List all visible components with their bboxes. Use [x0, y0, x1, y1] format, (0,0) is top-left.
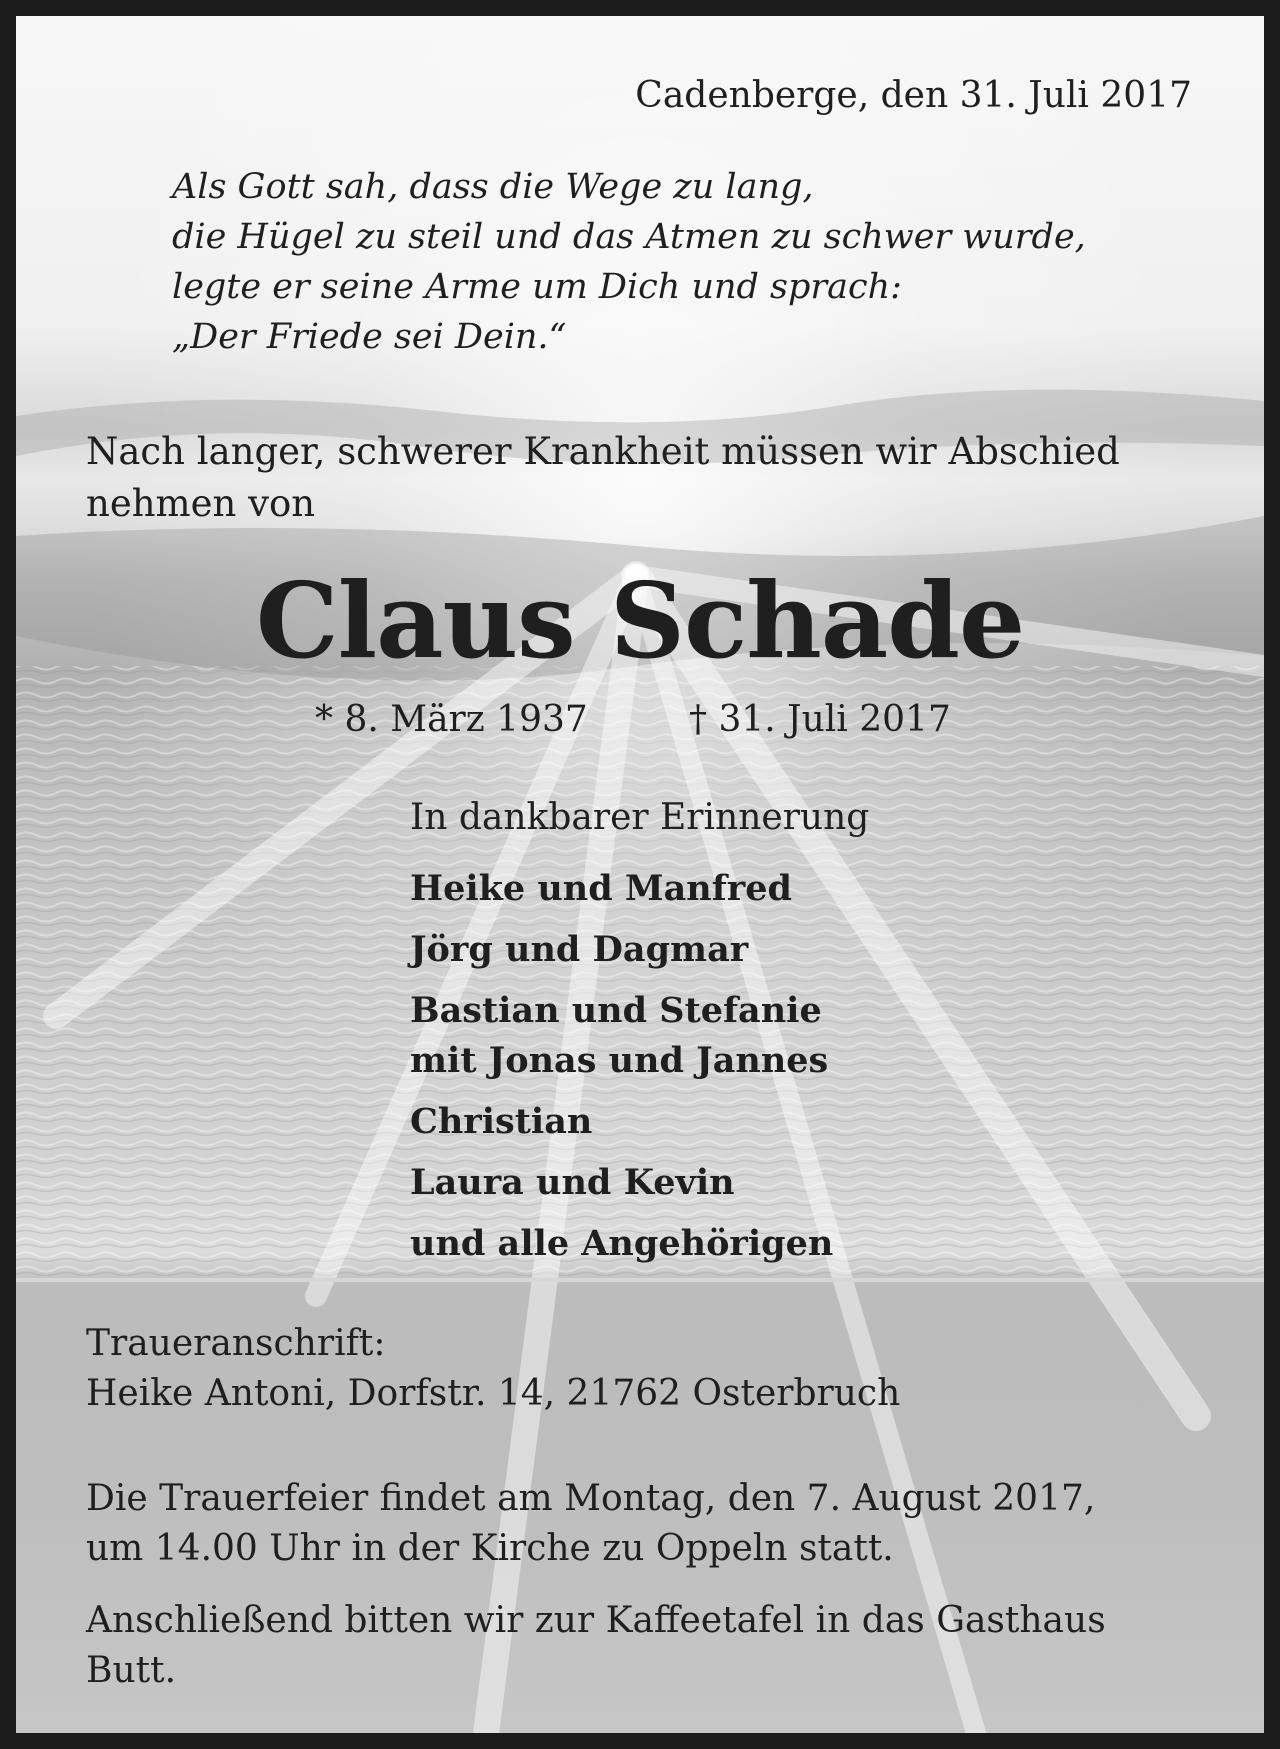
verse-line: „Der Friede sei Dein.“ — [172, 317, 567, 357]
address-label: Traueranschrift: — [86, 1323, 386, 1364]
reception-info — [86, 1596, 1106, 1696]
birth-date: * 8. März 1937 — [315, 699, 588, 740]
mourner-name: Bastian und Stefanie — [410, 990, 822, 1031]
reception-line: Butt. — [86, 1650, 177, 1691]
place-and-date: Cadenberge, den 31. Juli 2017 — [635, 75, 1192, 116]
reception-line: Anschließend bitten wir zur Kaffeetafel in das Gasthaus — [86, 1600, 1106, 1641]
funeral-service-info — [86, 1474, 1095, 1574]
obituary-notice — [16, 16, 1264, 1733]
mourner-name: Laura und Kevin — [410, 1162, 735, 1203]
mourner-name: Christian — [410, 1101, 593, 1142]
condolence-address — [86, 1319, 1206, 1419]
deceased-name: Claus Schade — [255, 559, 1025, 682]
verse-line: legte er seine Arme um Dich und sprach: — [172, 267, 902, 307]
mourner-name: Jörg und Dagmar — [410, 929, 749, 970]
mourner-name: mit Jonas und Jannes — [410, 1040, 829, 1081]
mourner-name: und alle Angehörigen — [410, 1223, 834, 1264]
intro-text — [86, 426, 1206, 530]
intro-line: Nach langer, schwerer Krankheit müssen wir Abschied — [86, 430, 1120, 473]
mourner-name: Heike und Manfred — [410, 868, 792, 909]
address-text: Heike Antoni, Dorfstr. 14, 21762 Osterbruch — [86, 1373, 901, 1414]
intro-line: nehmen von — [86, 482, 316, 525]
service-line: um 14.00 Uhr in der Kirche zu Oppeln statt. — [86, 1528, 894, 1569]
death-date: † 31. Juli 2017 — [689, 699, 951, 740]
verse — [172, 162, 1222, 362]
service-line: Die Trauerfeier findet am Montag, den 7. August 2017, — [86, 1478, 1096, 1519]
verse-line: die Hügel zu steil und das Atmen zu schwer wurde, — [172, 217, 1086, 257]
memory-line: In dankbarer Erinnerung — [410, 797, 870, 838]
verse-line: Als Gott sah, dass die Wege zu lang, — [172, 167, 814, 207]
